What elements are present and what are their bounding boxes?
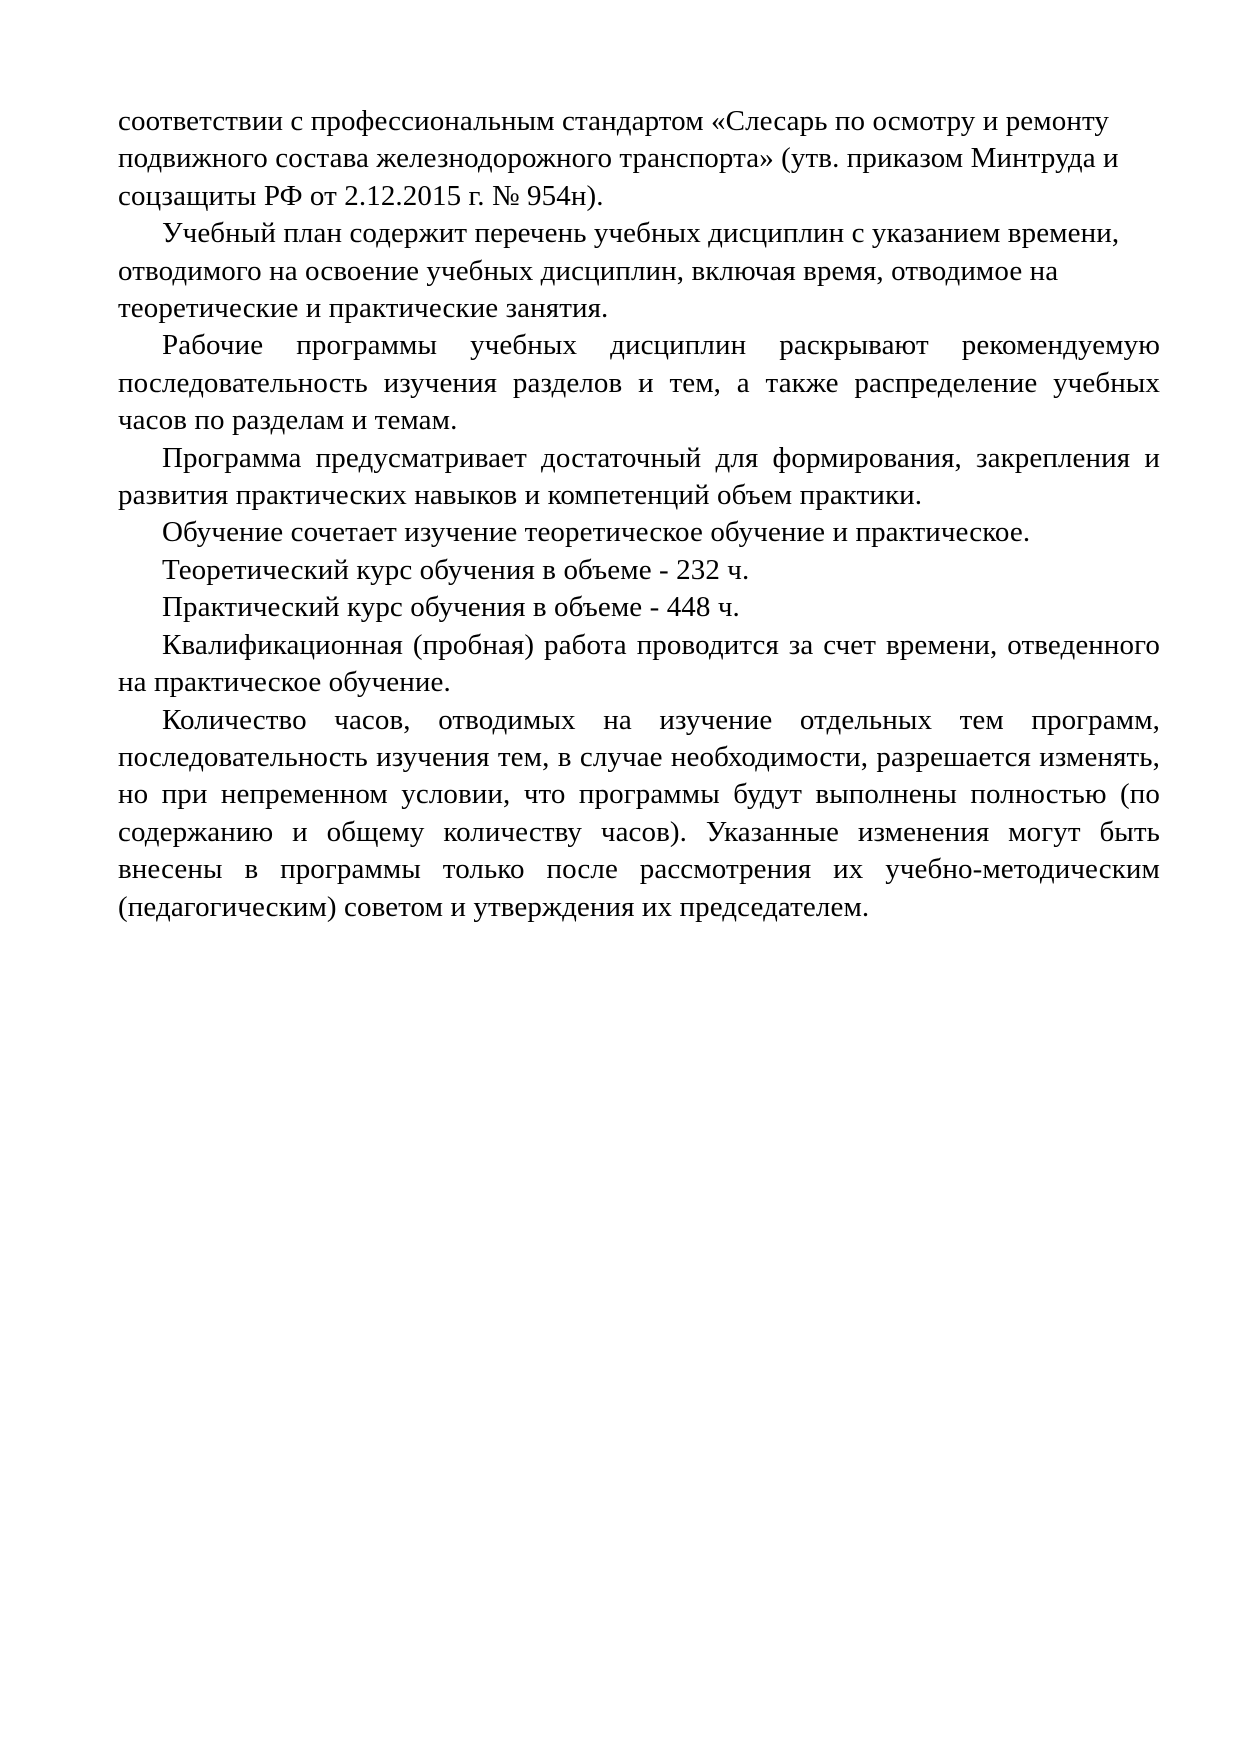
text-block (118, 103, 1160, 926)
paragraph: Учебный план содержит перечень учебных дисциплин с указанием времени, отводимого на освоение учебных дисциплин, включая время, отводимое на теоретические и практические занятия. (118, 217, 1120, 325)
paragraph: Программа предусматривает достаточный для формирования, закрепления и развития практических навыков и компетенций объем практики. (118, 441, 1160, 512)
paragraph: Теоретический курс обучения в объеме - 232 ч. (162, 553, 750, 586)
paragraph: Практический курс обучения в объеме - 448 ч. (162, 591, 740, 624)
paragraph: Квалификационная (пробная) работа проводится за счет времени, отведенного на практическое обучение. (118, 628, 1160, 699)
paragraph: Рабочие программы учебных дисциплин раскрывают рекомендуемую последовательность изучения разделов и тем, а также распределение учебных часов по разделам и темам. (118, 329, 1160, 437)
paragraph: Обучение сочетает изучение теоретическое обучение и практическое. (162, 516, 1031, 549)
paragraph: соответствии с профессиональным стандартом «Слесарь по осмотру и ремонту подвижного состава железнодорожного транспорта» (утв. приказом Минтруда и соцзащиты РФ от 2.12.2015 г. № 954н). (118, 105, 1119, 212)
paragraph: Количество часов, отводимых на изучение отдельных тем программ, последовательность изучения тем, в случае необходимости, разрешается изменять, но при непременном условии, что программы будут выполнены полностью (по содержанию и общему количеству часов). Указанные изменения могут быть внесены в программы только после рассмотрения их учебно-методическим (педагогическим) советом и утверждения их председателем. (118, 703, 1160, 923)
